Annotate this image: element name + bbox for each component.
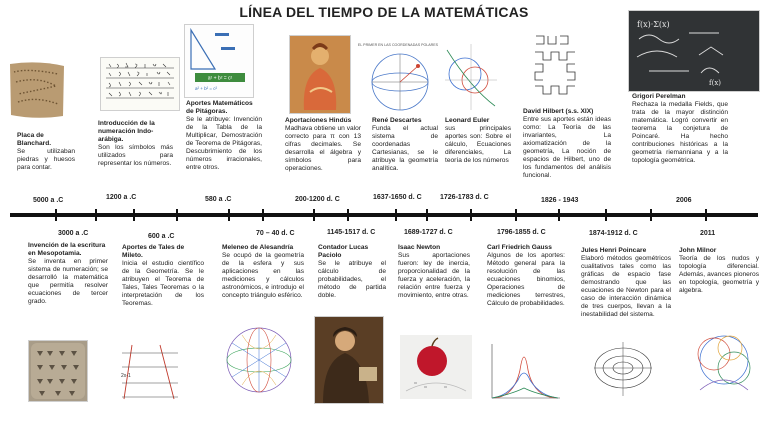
event-date: 1637-1650 d. C [373, 194, 422, 201]
event-block [487, 244, 565, 308]
event-date: 1726-1783 d. C [440, 194, 489, 201]
timeline-tick [228, 209, 230, 221]
timeline-tick [262, 209, 264, 221]
knot-theory-image [690, 320, 758, 402]
event-text: Elaboró métodos geométricos cualitativos tales como las gráficas de espacio fase demostrando que las ecuaciones de Newton para el caso de interacción dinámica de tres cuerpos, llevan a la inestabilidad del sistema. [581, 255, 671, 319]
svg-text:2x-1: 2x-1 [121, 373, 131, 379]
event-title: Jules Henri Poincare [581, 247, 647, 254]
event-block [285, 117, 361, 173]
event-title: René Descartes [372, 117, 422, 124]
timeline-axis [10, 213, 758, 217]
event-block [318, 244, 386, 300]
pythagoras-triangle-image [184, 24, 254, 98]
madhava-portrait-image [289, 35, 351, 114]
phase-space-image [590, 338, 656, 400]
event-title: Carl Friedrich Gauss [487, 244, 552, 251]
event-text: Se le atribuye: Invención de la Tabla de la Multiplicar, Demostración de Teorema de Pitágoras, Descubrimiento de los números irracionales, entre otros. [186, 116, 262, 172]
timeline-tick [470, 209, 472, 221]
timeline-tick [347, 209, 349, 221]
hindu-arabic-numerals-image [100, 57, 180, 111]
descartes-caption: EL PRIMER EN LAS COORDENADAS POLARES [358, 43, 438, 47]
spherical-geometry-image [222, 323, 297, 401]
event-date: 1200 a .C [106, 194, 137, 201]
event-date: 1796-1855 d. C [497, 229, 546, 236]
event-block [186, 100, 262, 172]
event-date: 1145-1517 d. C [327, 229, 376, 236]
perelman-formula: f(x)·Σ(x) [637, 20, 670, 29]
event-block [523, 108, 611, 180]
event-text: Sus aportaciones fueron: ley de inercia, proporcionalidad de la fuerza y aceleración, la relación entre fuerza y movimiento, entre otras. [398, 252, 470, 300]
event-title: Leonard Euler [445, 117, 490, 124]
pacioli-portrait-image [314, 316, 384, 404]
timeline-tick [558, 209, 560, 221]
timeline-tick [95, 209, 97, 221]
event-text: Funda el actual sistema de coordenadas Cartesianas, se le atribuye la geometría analítica. [372, 125, 438, 173]
event-title: Placa de Blanchard. [17, 132, 52, 148]
timeline-tick [650, 209, 652, 221]
event-block [98, 120, 173, 168]
timeline-tick [705, 209, 707, 221]
event-text: Madhava obtiene un valor correcto para π con 13 cifras decimales. Se desarrolla el álgebra y símbolos para operaciones. [285, 125, 361, 173]
event-text: sus principales aportes son: Sobre el cálculo, Ecuaciones diferenciales, La teoría de los números [445, 125, 511, 165]
event-text: Se ocupó de la geometría de la esfera y sus aplicaciones en las mediciones y cálculos astronómicos, e introdujo el concepto triángulo esférico. [222, 252, 304, 300]
timeline-tick [395, 209, 397, 221]
event-date: 2006 [676, 197, 692, 204]
timeline-tick [55, 209, 57, 221]
event-block [581, 247, 671, 319]
thales-theorem-image [120, 343, 180, 401]
newton-apple-image [400, 335, 472, 399]
event-text: Algunos de los aportes: Método general para la resolución de las ecuaciones binomios, Operaciones de mediciones terrestres, Cálculo de probabilidades. [487, 252, 565, 308]
page-title: LÍNEA DEL TIEMPO DE LA MATEMÁTICAS [239, 4, 529, 20]
timeline-tick [426, 209, 428, 221]
event-block [372, 117, 438, 173]
event-block [679, 247, 759, 295]
event-text: Entre sus aportes están ideas como: La Teoría de las invariantes, La axiomatización de la geometría, La noción de espacios de Hilbert, uno de los fundamentos del análisis funcional. [523, 116, 611, 180]
event-title: David Hilbert (s.s. XIX) [523, 108, 594, 115]
descartes-sphere-image [358, 40, 438, 115]
event-text: Teoría de los nudos y topología diferencial. Además, avances pioneros en topología, geometría y algebra. [679, 255, 759, 295]
hilbert-curve-image [530, 30, 580, 102]
timeline-tick [313, 209, 315, 221]
pythagoras-formula: a² + b² = c² [207, 75, 233, 82]
timeline-tick [133, 209, 135, 221]
event-title: Meleneo de Alesandría [222, 244, 294, 251]
event-title: Grigori Perelman [632, 93, 686, 100]
blanchard-plate-image [8, 60, 66, 120]
event-date: 1689-1727 d. C [404, 229, 453, 236]
event-text: Se inventa en primer sistema de numeración; se desarrolló la matemática que permitía resolver ecuaciones de tercer grado. [28, 258, 108, 306]
svg-text:f(x): f(x) [709, 79, 722, 87]
event-block [632, 93, 728, 165]
event-title: John Milnor [679, 247, 717, 254]
event-block [122, 244, 204, 308]
svg-text:a² + b² = c²: a² + b² = c² [195, 86, 218, 91]
event-date: 200-1200 d. C [295, 196, 340, 203]
event-date: 1826 - 1943 [541, 197, 579, 204]
event-text: Inicia el estudio científico de la Geometría. Se le atribuyen el Teorema de Tales, Tales Teoremas o la interpretación de los Teoremas. [122, 260, 204, 308]
event-title: Aportes de Tales de Mileto. [122, 244, 185, 260]
event-date: 1874-1912 d. C [589, 230, 638, 237]
event-block [398, 244, 470, 300]
event-block [445, 117, 511, 165]
timeline-tick [605, 209, 607, 221]
mesopotamia-tablet-image [28, 340, 88, 402]
event-date: 70 – 40 d. C [256, 230, 295, 237]
event-date: 2011 [700, 230, 716, 237]
event-block [17, 132, 75, 172]
euler-diagram-image [443, 40, 499, 112]
event-title: Contador Lucas Paciolo [318, 244, 369, 260]
perelman-blackboard-image [628, 10, 760, 92]
event-title: Isaac Newton [398, 244, 441, 251]
event-title: Aportaciones Hindús [285, 117, 352, 124]
event-title: Aportes Matemáticos de Pitágoras. [186, 100, 253, 116]
event-block [28, 242, 108, 306]
event-text: Son los símbolos más utilizados para representar los números. [98, 144, 173, 168]
event-date: 580 a .C [205, 196, 232, 203]
event-date: 3000 a .C [58, 230, 89, 237]
timeline-tick [515, 209, 517, 221]
timeline-tick [176, 209, 178, 221]
event-block [222, 244, 304, 300]
event-title: Introducción de la numeración Indo-arábiga. [98, 120, 155, 144]
event-text: Rechaza la medalla Fields, que trata de la mayor distinción matemática. Logró convertir en teorema la conjetura de Poincaré. Ha hecho contribuciones históricas a la geometría riemanniana y a la topología geométrica. [632, 101, 728, 165]
event-text: Se le atribuye el cálculo de probabilidades, el método de partida doble. [318, 260, 386, 300]
event-text: Se utilizaban piedras y huesos para contar. [17, 148, 75, 172]
event-date: 600 a .C [148, 233, 175, 240]
event-date: 5000 a .C [33, 197, 64, 204]
gauss-distribution-image [488, 340, 562, 404]
event-title: Invención de la escritura en Mesopotamia. [28, 242, 106, 258]
